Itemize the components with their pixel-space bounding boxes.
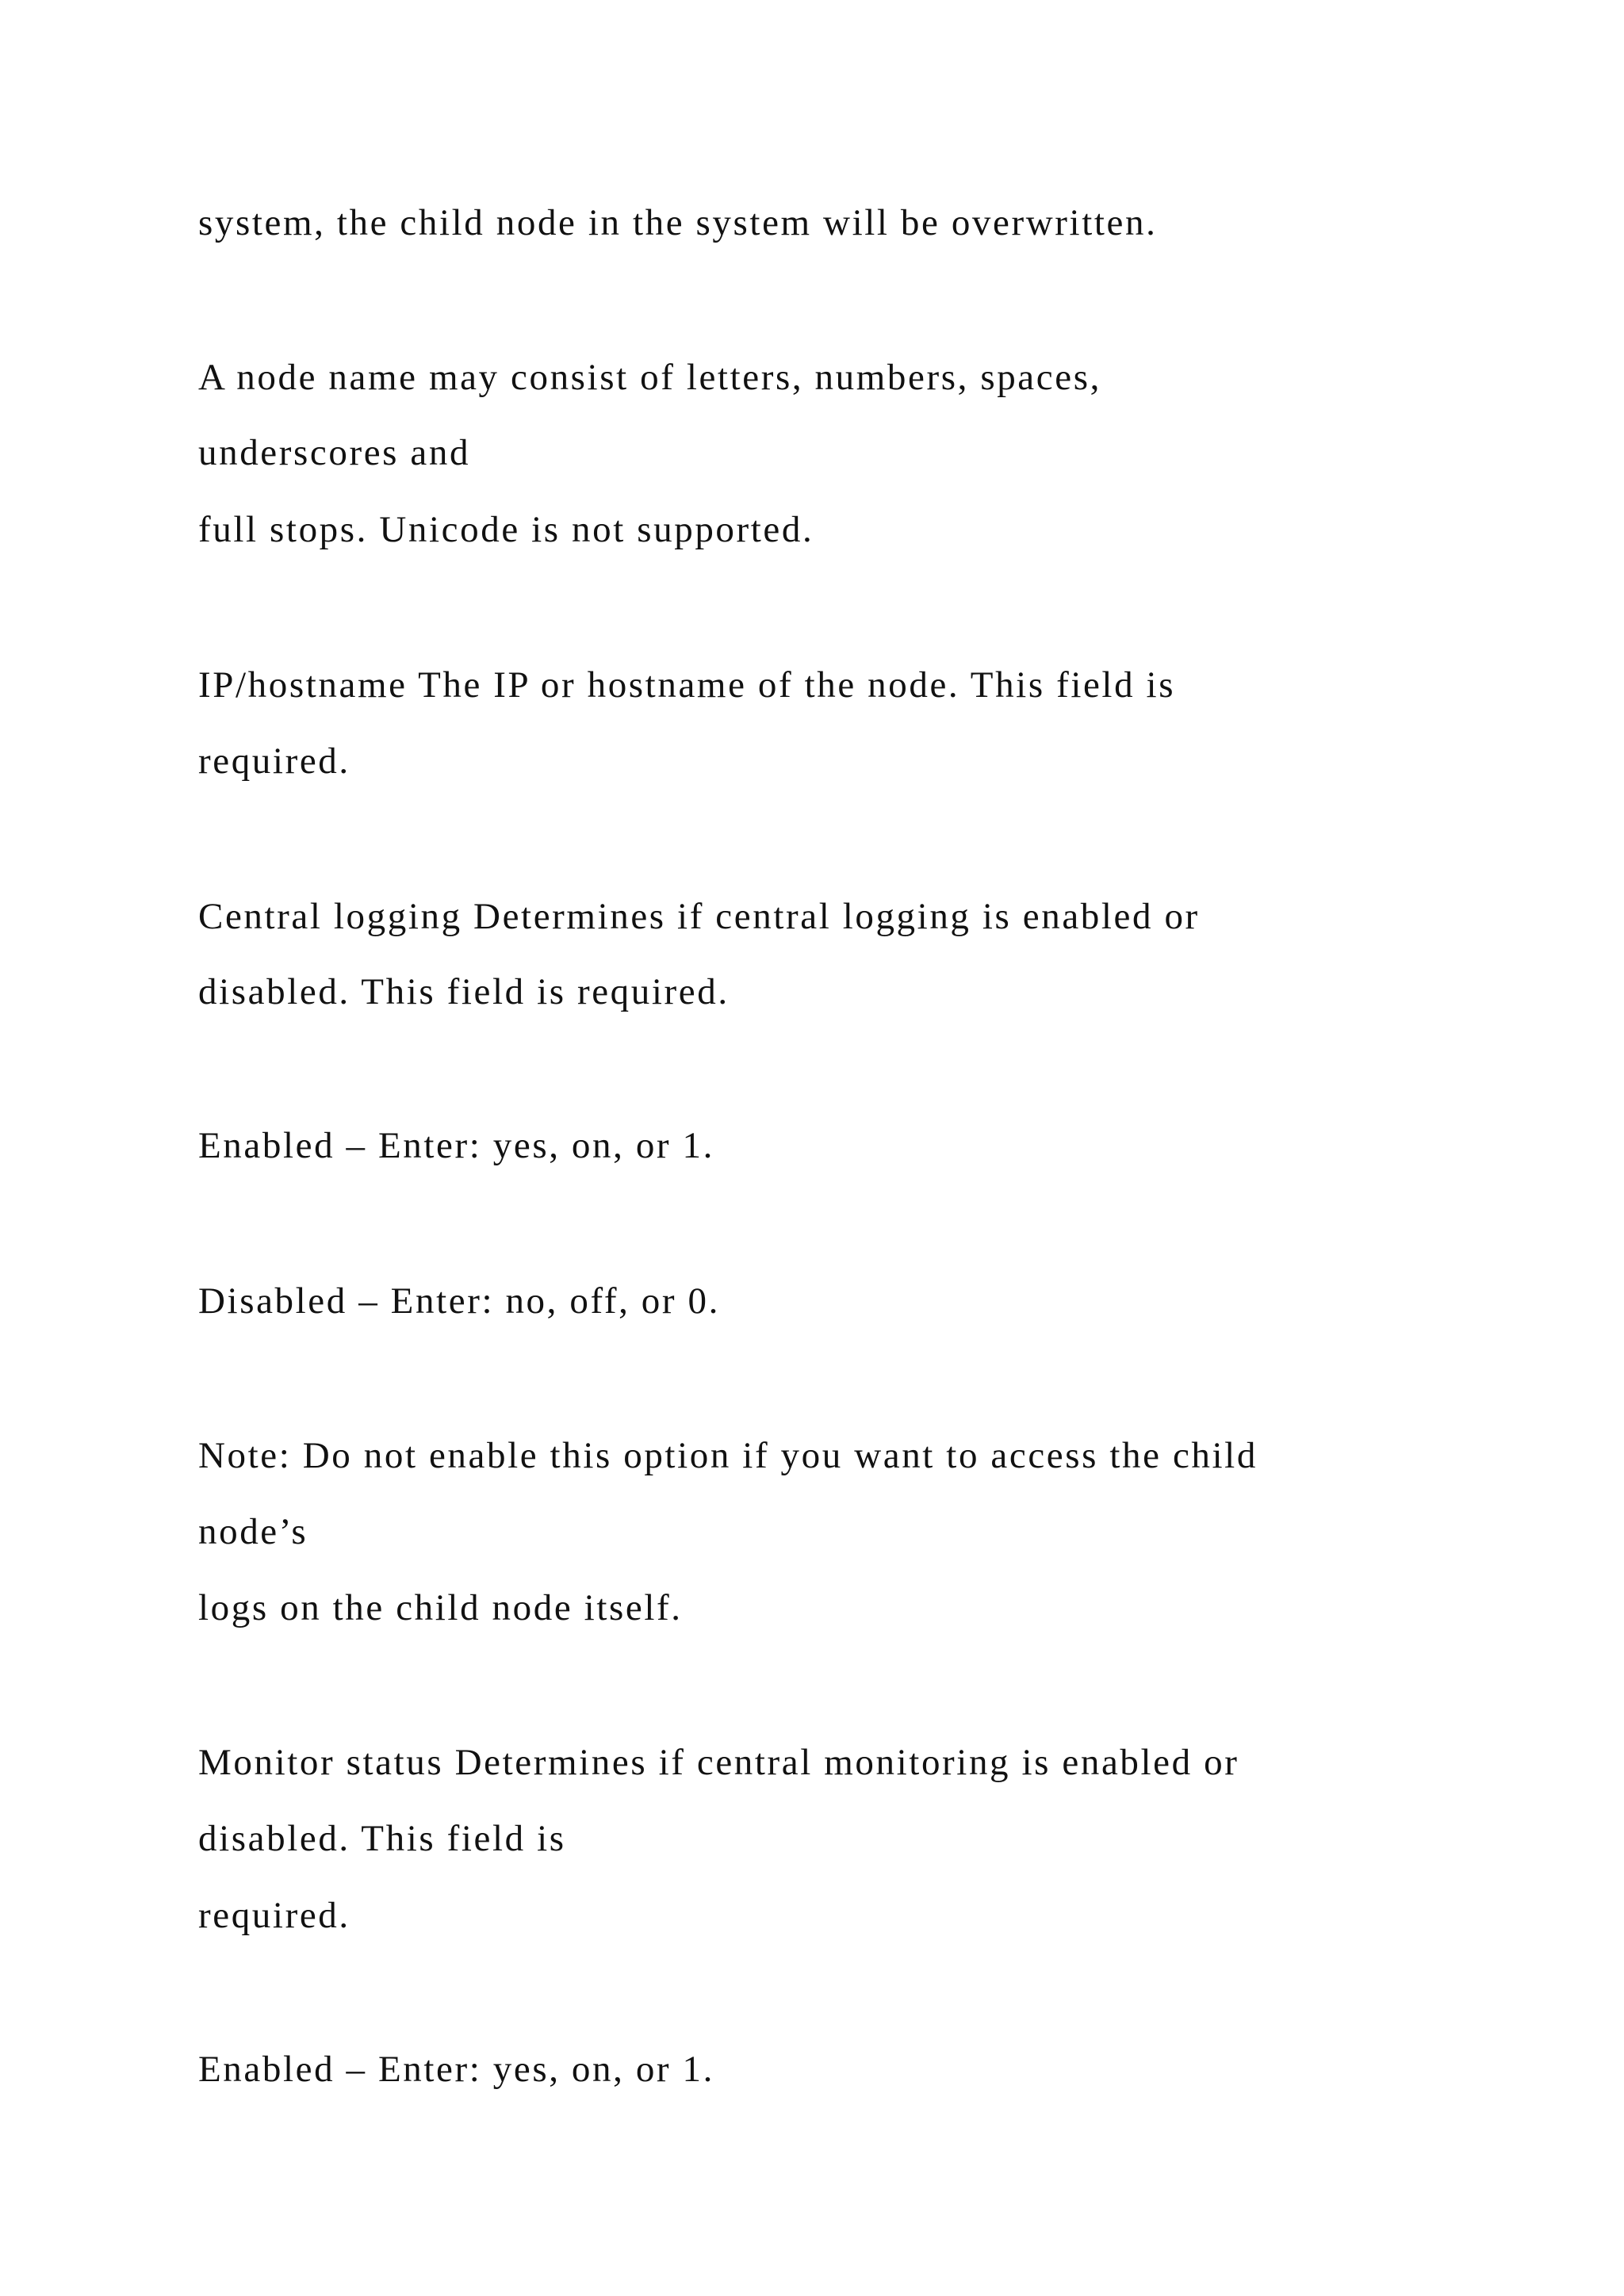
text-line: Monitor status Determines if central monitoring is enabled or bbox=[198, 1742, 1239, 1783]
text-line: system, the child node in the system will be overwritten. bbox=[198, 202, 1158, 243]
text-line: Enabled – Enter: yes, on, or 1. bbox=[198, 2049, 714, 2090]
text-line: Enabled – Enter: yes, on, or 1. bbox=[198, 1125, 714, 1166]
text-line: Note: Do not enable this option if you want to access the child bbox=[198, 1435, 1258, 1476]
text-line: required. bbox=[198, 1895, 350, 1936]
text-line: underscores and bbox=[198, 432, 471, 473]
text-line: Central logging Determines if central logging is enabled or bbox=[198, 896, 1200, 937]
text-line: IP/hostname The IP or hostname of the node. This field is bbox=[198, 664, 1176, 706]
text-line: required. bbox=[198, 740, 350, 782]
text-line: Disabled – Enter: no, off, or 0. bbox=[198, 1280, 720, 1322]
text-line: full stops. Unicode is not supported. bbox=[198, 509, 814, 550]
text-line: node’s bbox=[198, 1511, 308, 1552]
text-line: disabled. This field is required. bbox=[198, 971, 730, 1012]
text-line: logs on the child node itself. bbox=[198, 1587, 683, 1628]
text-line: disabled. This field is bbox=[198, 1818, 566, 1859]
text-line: A node name may consist of letters, numbers, spaces, bbox=[198, 357, 1101, 398]
